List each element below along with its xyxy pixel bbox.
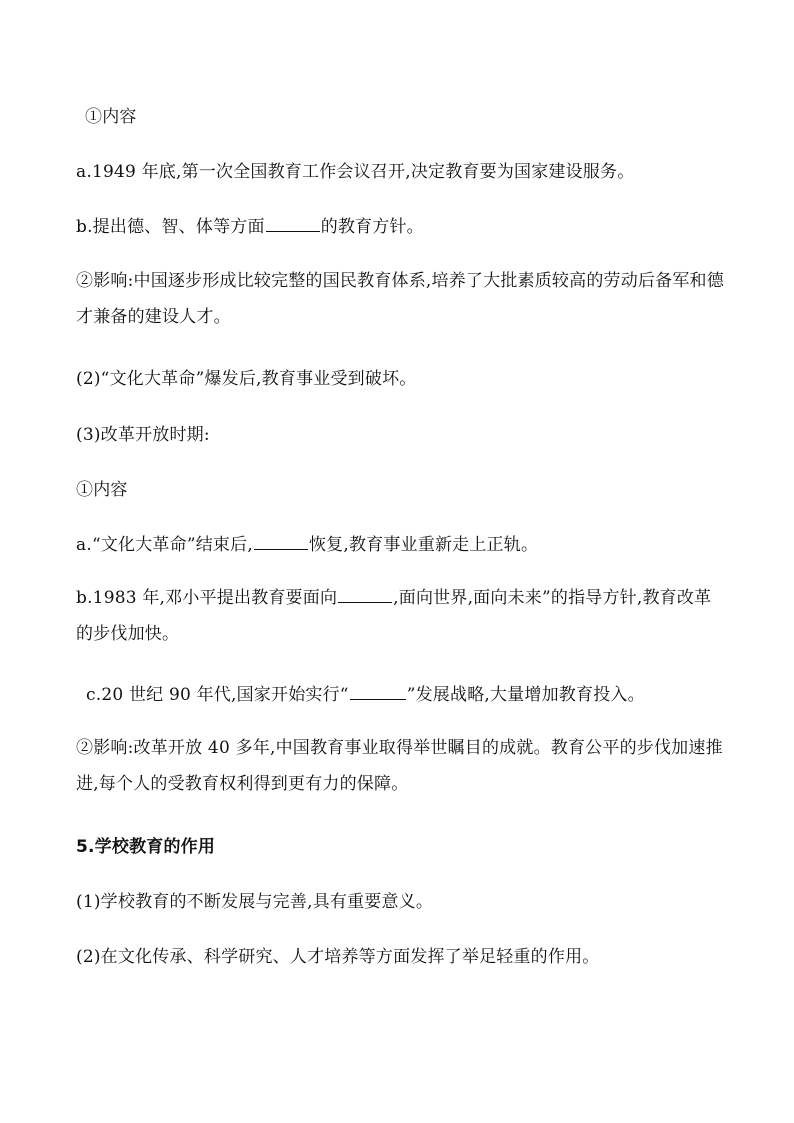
item-b-1983-pre: b.1983 年,邓小平提出教育要面向 <box>76 588 338 608</box>
item-a-text-pre: a.“文化大革命”结束后, <box>76 535 253 555</box>
fill-blank-4[interactable] <box>350 685 406 700</box>
item-b-1983-post: ,面向世界,面向未来”的指导方针,教育改革的步伐加快。 <box>76 588 712 644</box>
item-b-1983 <box>76 580 724 652</box>
influence-1: ②影响:中国逐步形成比较完整的国民教育体系,培养了大批素质较高的劳动后备军和德才兼备的建设人才。 <box>76 271 724 327</box>
point-1: (1)学校教育的不断发展与完善,具有重要意义。 <box>76 892 434 912</box>
influence-2: ②影响:改革开放 40 多年,中国教育事业取得举世瞩目的成就。教育公平的步伐加速推进,每个人的受教育权利得到更有力的保障。 <box>76 738 723 794</box>
reform-period-heading: (3)改革开放时期: <box>76 425 210 445</box>
item-c-text-pre: c.20 世纪 90 年代,国家开始实行“ <box>86 685 349 705</box>
item-a-1949: a.1949 年底,第一次全国教育工作会议召开,决定教育要为国家建设服务。 <box>76 162 635 182</box>
item-b-text-post: 的教育方针。 <box>320 217 424 237</box>
fill-blank-2[interactable] <box>254 535 308 550</box>
cultural-revolution-line: (2)“文化大革命”爆发后,教育事业受到破坏。 <box>76 369 417 389</box>
item-c-1990s <box>86 685 724 705</box>
fill-blank-3[interactable] <box>338 588 392 603</box>
item-b-text-pre: b.提出德、智、体等方面 <box>76 217 265 237</box>
fill-blank-1[interactable] <box>266 217 320 232</box>
point-2: (2)在文化传承、科学研究、人才培养等方面发挥了举足轻重的作用。 <box>76 947 600 967</box>
item-a-recovery <box>76 535 724 555</box>
item-a-text-post: 恢复,教育事业重新走上正轨。 <box>308 535 539 555</box>
content-label-2: ①内容 <box>76 480 128 500</box>
section-5-heading: 5.学校教育的作用 <box>76 837 216 857</box>
content-label-1: ①内容 <box>85 107 137 127</box>
item-c-text-post: ”发展战略,大量增加教育投入。 <box>406 685 645 705</box>
item-b-policy <box>76 217 724 237</box>
